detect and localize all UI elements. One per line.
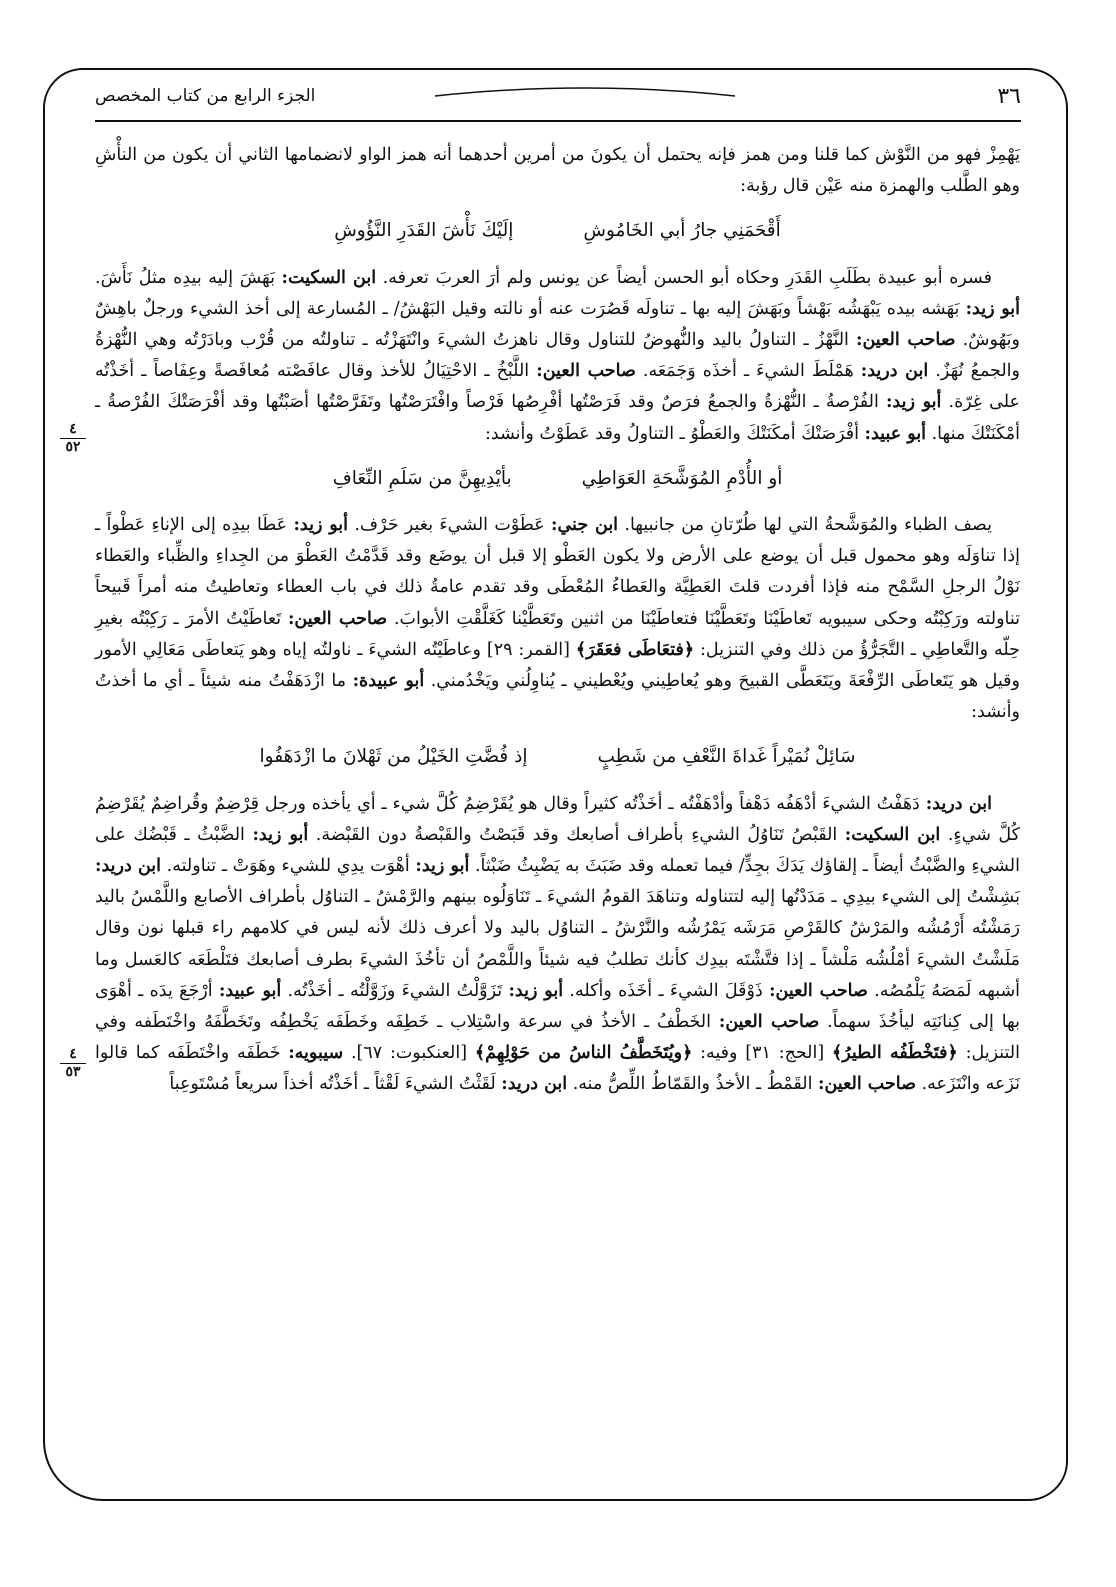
text-run: لَقَثْتُ الشيءَ لَقْثاً ـ أخَذْتُه أخذاً سريعاً مُسْتَوعِباً: [169, 1074, 502, 1095]
text-run: اللَّبْخُ ـ الاحْتِيَالُ للأخذ وقال عافَصْته مُعافَصةً وعِفَاصاً ـ أخَذْتُه على غِرّة.: [95, 361, 1020, 413]
text-run: أهْوَت يدِي للشيء وهَوَتْ ـ تناولته.: [161, 856, 416, 877]
text-run: [العنكبوت: ٦٧].: [343, 1043, 475, 1064]
author-citation: صاحب العين:: [536, 361, 636, 382]
text-run: [القمر: ٢٩] وعاطَيْتُه الشيءَ ـ ناولتُه إياه وهو يَتعاطَى مَعَالِي الأمور وقيل هو يَتَعاطَى الرِّفْعَةَ ويَتَعَطَّى القبيحَ وهو يُعاطِيني ويُعْطيني ـ يُناوِلُني ويَخْدُمني.: [95, 639, 1020, 692]
author-citation: ابن السكيت:: [281, 267, 377, 288]
author-citation: صاحب العين:: [856, 330, 956, 351]
author-citation: صاحب العين:: [769, 980, 868, 1001]
text-run: أرْجَعَ يدَه ـ أهْوَى بها إلى كِنانَتِه ليأخُذَ سهماً.: [95, 980, 1020, 1033]
author-citation: أبو زيد:: [508, 980, 564, 1001]
margin-reference: ٤ ٥٣: [60, 1047, 86, 1080]
author-citation: ﴿ويُتَخَطَّفُ الناسُ من حَوْلِهِمْ﴾: [474, 1043, 693, 1064]
margin-reference: ٤ ٥٢: [60, 422, 86, 455]
text-run: هَمْلَطَ الشيءَ ـ أخذَه وَجَمَعَه.: [635, 361, 861, 382]
author-citation: ابن جني:: [551, 515, 619, 536]
page-header: [95, 80, 1021, 122]
running-title: الجزء الرابع من كتاب المخصص: [95, 86, 316, 106]
text-run: تَعاطَيْتُ الأمرَ ـ رَكِبْتُه بغيرِ حِلّه والتَّعاطِي ـ التَّجَرُّؤُ من ذلك وفي التنزيل:: [95, 608, 1020, 660]
author-citation: صاحب العين:: [287, 608, 388, 629]
author-citation: سيبويه:: [288, 1043, 344, 1064]
paragraph: [95, 789, 1020, 1101]
text-run: خَطَفَه واخْتَطَفَه كما قالوا نَزَعه وانْتَزَعه.: [95, 1043, 1020, 1095]
verse-hemistich: بأيْدِيهِنَّ من سَلَمِ النِّعَافِ: [332, 467, 512, 489]
paragraph: [95, 510, 1020, 728]
verse-hemistich: إلَيْكَ نَأْشَ القَدَرِ النَّؤُوشِ: [334, 220, 514, 242]
author-citation: ابن دريد:: [860, 361, 929, 382]
author-citation: صاحب العين:: [718, 1012, 820, 1033]
verse: [95, 463, 1020, 494]
text-run: عَطَوْت الشيءَ بغير حَرْف.: [348, 515, 551, 536]
text-run: بَهَشه بيده يَبْهَشُه بَهْشاً وبَهَشَ إليه بها ـ تناولَه قَصُرَت عنه أو نالته وقيل البَهْشُ/ ـ المُسارعة إلى أخذ الشيء ورجلٌ باهِشٌ وبَهُوشٌ.: [95, 298, 1020, 351]
text-run: يصف الظباء والمُوَشَّحةُ التي لها طُرّتانِ من جانبيها.: [618, 515, 992, 536]
text-run: عَطَا بيدِه إلى الإناءِ عَطْواً ـ إذا تناوَلَه وهو محمول قبل أن يوضع على الأرض ولا يكون العَطْو إلا قبل أن يوضَع وقد قَدَّمْتُ العَطْوَ من الجِداءِ والظِّباء والعَطاء نَوْلُ الرجلِ السَّمْح منه فإذا أفردت قلتَ العَطِيَّة والعَطاءُ المُعْطَى وقد تقدم عامةُ ذلك في باب العطاء وتعاطيتُ منه أمراً قَبيحاً تناولته ورَكِبْتُه وحكى سيبويه تَعاطَيْنَا وتَعَطَّيْنَا فتعاطَيْنَا من اثنين وتَعَطَّيْنا كَغَلَّقْتِ الأبوابَ.: [95, 515, 1021, 629]
paragraph: [95, 263, 1020, 450]
author-citation: ابن السكيت:: [844, 824, 941, 845]
text-run: بَهَشَ إليه بيدِه مثلُ نَأَشَ.: [95, 267, 282, 288]
page-number: ٣٦: [997, 84, 1021, 109]
text-run: الفُرْصةُ ـ النُّهْزةُ والجمعُ فرَصٌ وقد فَرَصْتُها أفْرِصُها فَرْصاً وافْتَرَصْتُها وتَفَرَّصْتُها أصَبْتُها وقد أفْرَصَتْكَ الفُرْصةُ ـ أمْكَنَتْكَ منها.: [95, 392, 1020, 444]
text-run: دَهَفْتُ الشيءَ أدْهَفُه دَهْفاً وأدْهَفْتُه ـ أخَذْتُه كثيراً وقال هو يُقَرْضِمُ كُلَّ شيء ـ أي يأخذه ورجل قِرْضِمٌ وقُراضِمٌ يُقَرْضِمُ كُلَّ شيءٍ.: [95, 793, 1020, 845]
text-run: الخَطْفُ ـ الأخذُ في سرعة واسْتِلاب ـ خَطِفَه وخَطَفَه يَخْطِفُه وتَخَطَّفَهُ واخْتَطَفه وفي التنزيل:: [95, 1012, 1020, 1064]
author-citation: أبو عبيد:: [864, 423, 927, 444]
verse-hemistich: سَائِلْ نُمَيْراً غَداةَ النَّعْفِ من شَطِبٍ: [597, 746, 856, 768]
author-citation: أبو زيد:: [293, 515, 349, 536]
header-ornament: [430, 80, 740, 100]
verse-hemistich: أو الأُدْمِ المُوَشَّحَةِ العَوَاطِي: [581, 467, 783, 489]
text-run: القَبْصُ تَنَاوُلُ الشيءِ بأطراف أصابعك وقد قَبَصْتُ والقَبْصةُ دون القَبْضة.: [308, 824, 845, 845]
author-citation: أبو عبيدة:: [352, 671, 425, 692]
author-citation: أبو زيد:: [965, 298, 1020, 319]
text-run: أفْرَصَتْكَ أمكَنَتْكَ والعَطْوُ ـ التناولُ وقد عَطَوْتُ وأنشد:: [484, 423, 865, 444]
text-run: القَمْطُ ـ الأخذُ والقَمّاطُ اللِّصُّ منه.: [567, 1074, 819, 1095]
paragraph: يَهْمِزْ فهو من النَّوْش كما قلنا ومن همز فإنه يحتمل أن يكونَ من أمرين أحدهما أنه همز الواو لانضمامها الثاني أن يكون من النأْشِ وهو الطَّلب والهمزة منه عَيْن قال رؤبة:: [95, 145, 1020, 197]
text-run: النَّهْزُ ـ التناولُ باليد والنُّهوضُ للتناول وقال ناهزتُ الشيءَ وانْتَهَزْتُه ـ تناولتُه من قُرْب وبادَرْتُه وهي النُّهْزةُ والجمعُ نُهَزٌ.: [95, 330, 1020, 382]
author-citation: صاحب العين:: [818, 1074, 917, 1095]
author-citation: أبو عبيد:: [218, 980, 282, 1001]
text-run: ما ازْدَهَفْتُ منه شيئاً ـ أي ما أخذتُ وأنشد:: [95, 671, 1020, 723]
text-run: [الحج: ٣١] وفيه:: [692, 1043, 832, 1064]
text-run: ذَوْقَلَ الشيءَ ـ أخَذَه وأكله.: [563, 980, 770, 1001]
page-body: [95, 140, 1020, 1101]
verse: [95, 215, 1020, 246]
author-citation: أبو زيد:: [252, 824, 309, 845]
author-citation: ابن دريد:: [925, 793, 992, 814]
text-run: فسره أبو عبيدة بطَلَبِ القَدَرِ وحكاه أبو الحسن أيضاً عن يونس ولم أرَ العربَ تعرفه.: [376, 267, 992, 288]
author-citation: ﴿فتَخْطَفُه الطيرُ﴾: [831, 1043, 958, 1064]
author-citation: أبو زيد:: [415, 856, 470, 877]
author-citation: ابن دريد:: [95, 856, 162, 877]
text-run: الضَّبْثُ ـ قَبْضُك على الشيءِ والضَّبْثُ أيضاً ـ إلقاؤك يَدَكَ بجِدٍّ/ فيما تعمله وقد ضَبَثَ به يَضْبِثُ ضَبْثاً.: [95, 824, 1020, 877]
author-citation: ﴿فتعَاطَى فعَقَرَ﴾: [575, 639, 695, 660]
verse-hemistich: إذ فُضَّتِ الخَيْلُ من ثَهْلانَ ما ازْدَهَفُوا: [259, 746, 528, 768]
author-citation: أبو زيد:: [885, 392, 942, 413]
verse: [95, 741, 1020, 772]
text-run: تَزَوَّلْتُ الشيءَ وزَوَّلْتُه ـ أخَذْتُه.: [281, 980, 509, 1001]
author-citation: ابن دريد:: [501, 1074, 568, 1095]
verse-hemistich: أَقْحَمَنِي جارُ أبي الخَامُوشِ: [583, 220, 781, 242]
text-run: بَشِشْتُ إلى الشيء بيدِي ـ مَدَدْتُها إليه لتتناوله وتناهَدَ القومُ الشيءَ ـ تَنَاوَلُوه بينهم والرَّمْشُ ـ التناوُل بأطراف الأصابع واللَّمْسُ باليد رَمَشْتُه أَرْمُشُه والمَرْشُ كالقَرْصِ مَرَشَه يَمْرُشُه والنَّرْشُ ـ التناوُل باليد ولا أعرف ذلك لأنه ليس في كلامهم راء قبلها نون وقال مَلَشْتُ الشيءَ أمْلُشُه مَلْشاً ـ إذا فتَّشْتَه بيدِك كأنك تطلبُ فيه شيئاً واللَّمْصُ أن تأخُذَ الشيءَ بطرف أصابعك فتَلْطَعَه كالعَسل وما أشبهه لَمَصَهُ يَلْمُصُه.: [95, 887, 1020, 1001]
